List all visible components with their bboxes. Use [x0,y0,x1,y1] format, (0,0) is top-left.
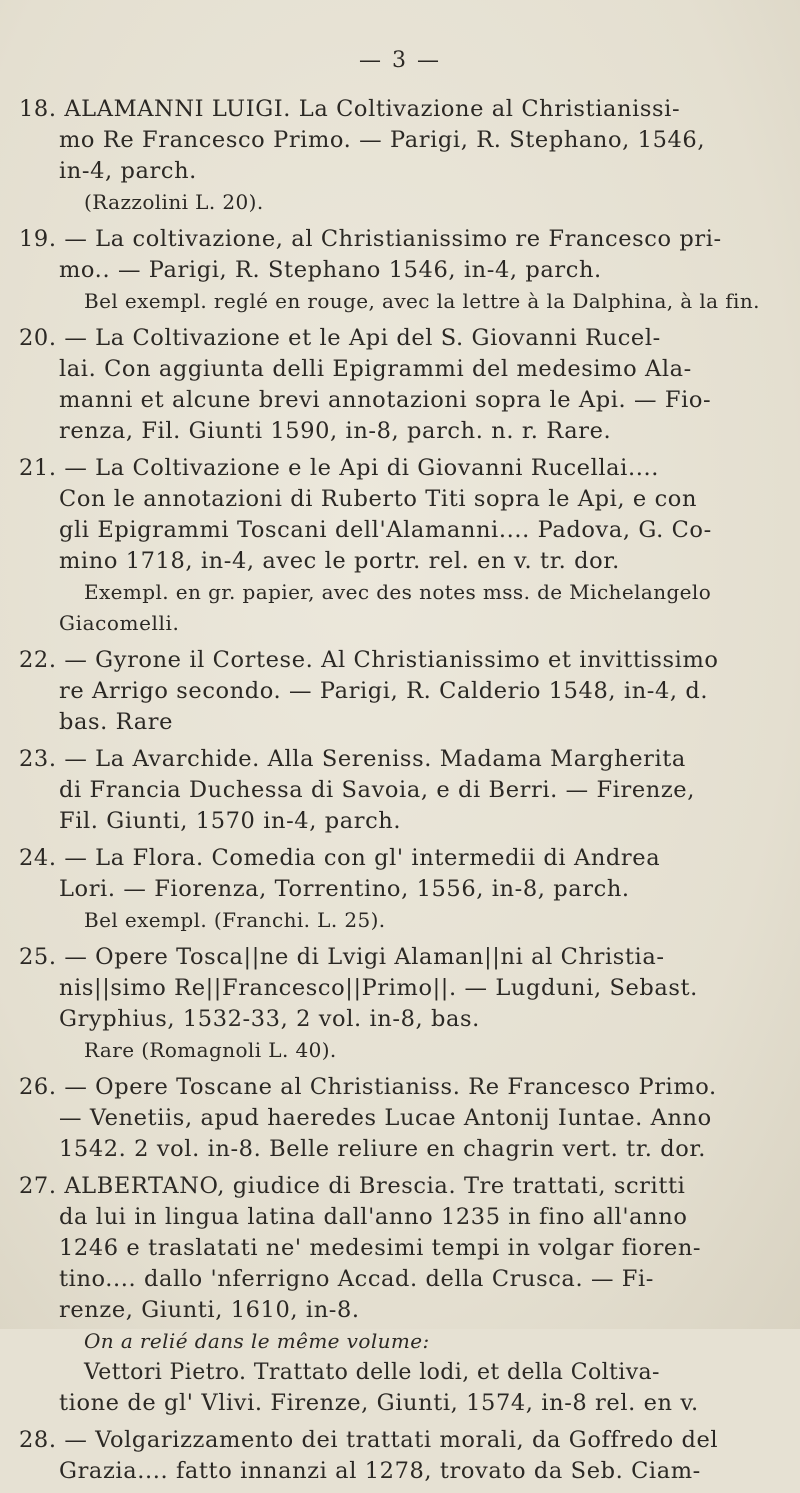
entry-line: 22. — Gyrone il Cortese. Al Christianissimo et invittissimo [19,647,719,673]
entry-24 [0,843,800,936]
entry-28 [0,1425,800,1487]
entry-line: renza, Fil. Giunti 1590, in-8, parch. n. r. Rare. [59,418,612,444]
entry-line: 21. — La Coltivazione e le Api di Giovanni Rucellai.... [19,455,659,481]
bound-with-note: On a relié dans le même volume: [84,1329,430,1353]
entry-line: re Arrigo secondo. — Parigi, R. Calderio 1548, in-4, d. [59,678,709,704]
entry-line: 25. — Opere Tosca||ne di Lvigi Alaman||ni al Christia- [19,944,665,970]
entry-line: tino.... dallo 'nferrigno Accad. della Crusca. — Fi- [59,1266,655,1292]
entry-line: 23. — La Avarchide. Alla Sereniss. Madama Margherita [19,746,686,772]
catalogue-entries [0,94,800,1493]
entry-note: Bel exempl. (Franchi. L. 25). [84,908,386,932]
entry-23 [0,744,800,837]
bound-with-line: Vettori Pietro. Trattato delle lodi, et della Coltiva- [84,1360,660,1385]
entry-line: mo.. — Parigi, R. Stephano 1546, in-4, parch. [59,257,602,283]
entry-line: 27. ALBERTANO, giudice di Brescia. Tre trattati, scritti [19,1173,686,1199]
entry-18 [0,94,800,218]
entry-line: mino 1718, in-4, avec le portr. rel. en v. tr. dor. [59,548,620,574]
entry-line: in-4, parch. [59,158,197,184]
entry-line: 28. — Volgarizzamento dei trattati morali, da Goffredo del [19,1427,719,1453]
entry-line: 19. — La coltivazione, al Christianissimo re Francesco pri- [19,226,722,252]
entry-line: di Francia Duchessa di Savoia, e di Berri. — Firenze, [59,777,695,803]
entry-26 [0,1072,800,1165]
entry-line: bas. Rare [59,709,174,735]
entry-note: Bel exempl. reglé en rouge, avec la lettre à la Dalphina, à la fin. [84,289,760,313]
entry-note: Exempl. en gr. papier, avec des notes mss. de Michelangelo [84,580,712,604]
entry-line: 1542. 2 vol. in-8. Belle reliure en chagrin vert. tr. dor. [59,1136,706,1162]
entry-line: Con le annotazioni di Ruberto Titi sopra le Api, e con [59,486,698,512]
entry-note: Giacomelli. [59,611,180,635]
entry-line: 26. — Opere Toscane al Christianiss. Re Francesco Primo. [19,1074,717,1100]
entry-note: (Razzolini L. 20). [84,190,264,214]
entry-line: da lui in lingua latina dall'anno 1235 in fino all'anno [59,1204,688,1230]
entry-20 [0,323,800,447]
entry-line: renze, Giunti, 1610, in-8. [59,1297,360,1323]
entry-line: mo Re Francesco Primo. — Parigi, R. Stephano, 1546, [59,127,706,153]
entry-25 [0,942,800,1066]
entry-line: 24. — La Flora. Comedia con gl' intermedii di Andrea [19,845,661,871]
entry-21 [0,453,800,639]
entry-19 [0,224,800,317]
entry-line: Grazia.... fatto innanzi al 1278, trovato da Seb. Ciam- [59,1458,701,1484]
entry-line: 20. — La Coltivazione et le Api del S. Giovanni Rucel- [19,325,661,351]
page-number: — 3 — [359,48,441,73]
entry-line: Fil. Giunti, 1570 in-4, parch. [59,808,402,834]
entry-line: — Venetiis, apud haeredes Lucae Antonij Iuntae. Anno [59,1105,712,1131]
entry-line: manni et alcune brevi annotazioni sopra le Api. — Fio- [59,387,712,413]
entry-22 [0,645,800,738]
entry-line: Lori. — Fiorenza, Torrentino, 1556, in-8, parch. [59,876,630,902]
bound-with-line: tione de gl' Vlivi. Firenze, Giunti, 1574, in-8 rel. en v. [59,1390,699,1416]
entry-27 [0,1171,800,1419]
entry-line: Gryphius, 1532-33, 2 vol. in-8, bas. [59,1006,480,1032]
entry-line: nis||simo Re||Francesco||Primo||. — Lugduni, Sebast. [59,975,698,1001]
entry-line: 1246 e traslatati ne' medesimi tempi in volgar fioren- [59,1235,702,1261]
entry-line: gli Epigrammi Toscani dell'Alamanni.... Padova, G. Co- [59,517,712,543]
entry-line: lai. Con aggiunta delli Epigrammi del medesimo Ala- [59,356,692,382]
entry-note: Rare (Romagnoli L. 40). [84,1038,337,1062]
entry-line: 18. ALAMANNI LUIGI. La Coltivazione al Christianissi- [19,96,681,122]
